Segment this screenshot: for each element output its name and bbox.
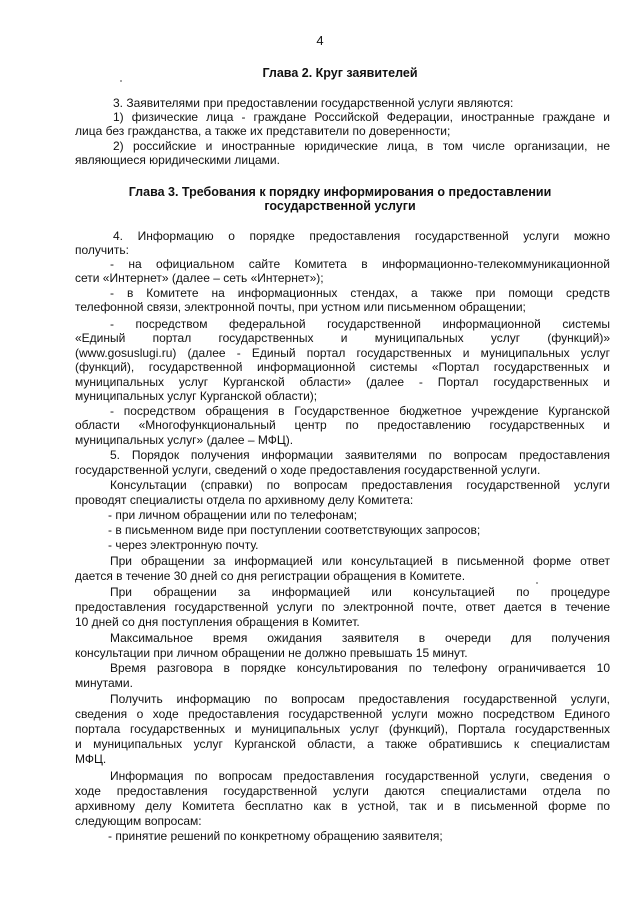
paragraph-line: - при личном обращении или по телефонам; xyxy=(108,508,358,522)
paragraph-line: проводят специалисты отдела по архивному делу Комитета: xyxy=(75,493,414,507)
paragraph-line: Информация по вопросам предоставления государственной услуги, сведения о xyxy=(110,770,610,783)
chapter-3-title: государственной услуги xyxy=(264,199,416,213)
paragraph-line: получить: xyxy=(75,243,129,257)
paragraph-line: минутами. xyxy=(75,676,133,690)
paragraph-line: ходе предоставления государственной услуги даются специалистами отдела по xyxy=(75,785,610,798)
paragraph-line: Консультации (справки) по вопросам предоставления государственной услуги xyxy=(110,479,610,492)
paragraph-line: Получить информацию по вопросам предоставления государственной услуги, xyxy=(110,693,610,706)
paragraph-line: 3. Заявителями при предоставлении государственной услуги являются: xyxy=(113,96,514,110)
paragraph-line: - принятие решений по конкретному обращению заявителя; xyxy=(108,829,443,843)
paragraph-line: При обращении за информацией или консультацией в письменной форме ответ xyxy=(110,555,610,568)
paragraph-line: 5. Порядок получения информации заявителями по вопросам предоставления xyxy=(110,449,610,462)
paragraph-line: «Единый портал государственных и муниципальных услуг (функций)» xyxy=(75,332,610,345)
paragraph-line: МФЦ. xyxy=(75,752,107,766)
paragraph-line: сведения о ходе предоставления государственной услуги можно посредством Единого xyxy=(75,708,610,721)
paragraph-line: 4. Информацию о порядке предоставления государственной услуги можно xyxy=(113,230,610,243)
paragraph-line: муниципальных услуг» (далее – МФЦ). xyxy=(75,433,294,447)
paragraph-line: - посредством обращения в Государственное бюджетное учреждение Курганской xyxy=(110,405,610,418)
paragraph-line: являющиеся юридическими лицами. xyxy=(75,153,280,167)
paragraph-line: государственной услуги, сведений о ходе предоставления государственной услуги. xyxy=(75,463,541,477)
paragraph-line: муниципальных услуг Курганской области» (далее - Портал государственных и xyxy=(75,376,610,389)
paragraph-line: - в Комитете на информационных стендах, а также при помощи средств xyxy=(110,287,610,300)
paragraph-line: (www.gosuslugi.ru) (далее - Единый портал государственных и муниципальных услуг xyxy=(75,347,610,360)
scan-speck xyxy=(120,80,122,82)
paragraph-line: муниципальных услуг Курганской области); xyxy=(75,389,318,403)
paragraph-line: и муниципальных услуг Курганской области, а также обратившись к специалистам xyxy=(75,738,610,751)
paragraph-line: дается в течение 30 дней со дня регистрации обращения в Комитете. xyxy=(75,569,466,583)
paragraph-line: (функций), государственной информационной системы «Портал государственных и xyxy=(75,361,610,374)
paragraph-line: предоставления государственной услуги по электронной почте, ответ дается в течение xyxy=(75,601,610,614)
paragraph-line: - посредством федеральной государственной информационной системы xyxy=(110,318,610,331)
paragraph-line: 1) физические лица - граждане Российской Федерации, иностранные граждане и xyxy=(113,111,610,124)
paragraph-line: Максимальное время ожидания заявителя в очереди для получения xyxy=(110,632,610,645)
paragraph-line: портала государственных и муниципальных услуг (функций), Портала государственных xyxy=(75,723,610,736)
paragraph-line: телефонной связи, электронной почты, при устном или письменном обращении; xyxy=(75,300,526,314)
paragraph-line: лица без гражданства, а также их представители по доверенности; xyxy=(75,124,451,138)
paragraph-line: Время разговора в порядке консультирования по телефону ограничивается 10 xyxy=(110,662,610,675)
paragraph-line: области «Многофункциональный центр по предоставлению государственных и xyxy=(75,419,610,432)
paragraph-line: При обращении за информацией или консультацией по процедуре xyxy=(110,586,610,599)
paragraph-line: архивному делу Комитета бесплатно как в устной, так и в письменной форме по xyxy=(75,800,610,813)
paragraph-line: - через электронную почту. xyxy=(108,538,259,552)
paragraph-line: сети «Интернет» (далее – сеть «Интернет»); xyxy=(75,271,324,285)
page-number: 4 xyxy=(316,33,324,48)
chapter-2-title: Глава 2. Круг заявителей xyxy=(262,66,418,80)
scan-speck xyxy=(536,582,538,584)
chapter-3-title: Глава 3. Требования к порядку информирования о предоставлении xyxy=(128,185,552,199)
paragraph-line: следующим вопросам: xyxy=(75,814,202,828)
paragraph-line: - в письменном виде при поступлении соответствующих запросов; xyxy=(108,523,481,537)
paragraph-line: 2) российские и иностранные юридические лица, в том числе организации, не xyxy=(113,140,610,153)
paragraph-line: консультации при личном обращении не должно превышать 15 минут. xyxy=(75,646,468,660)
paragraph-line: - на официальном сайте Комитета в информационно-телекоммуникационной xyxy=(110,258,610,271)
paragraph-line: 10 дней со дня поступления обращения в Комитет. xyxy=(75,615,360,629)
